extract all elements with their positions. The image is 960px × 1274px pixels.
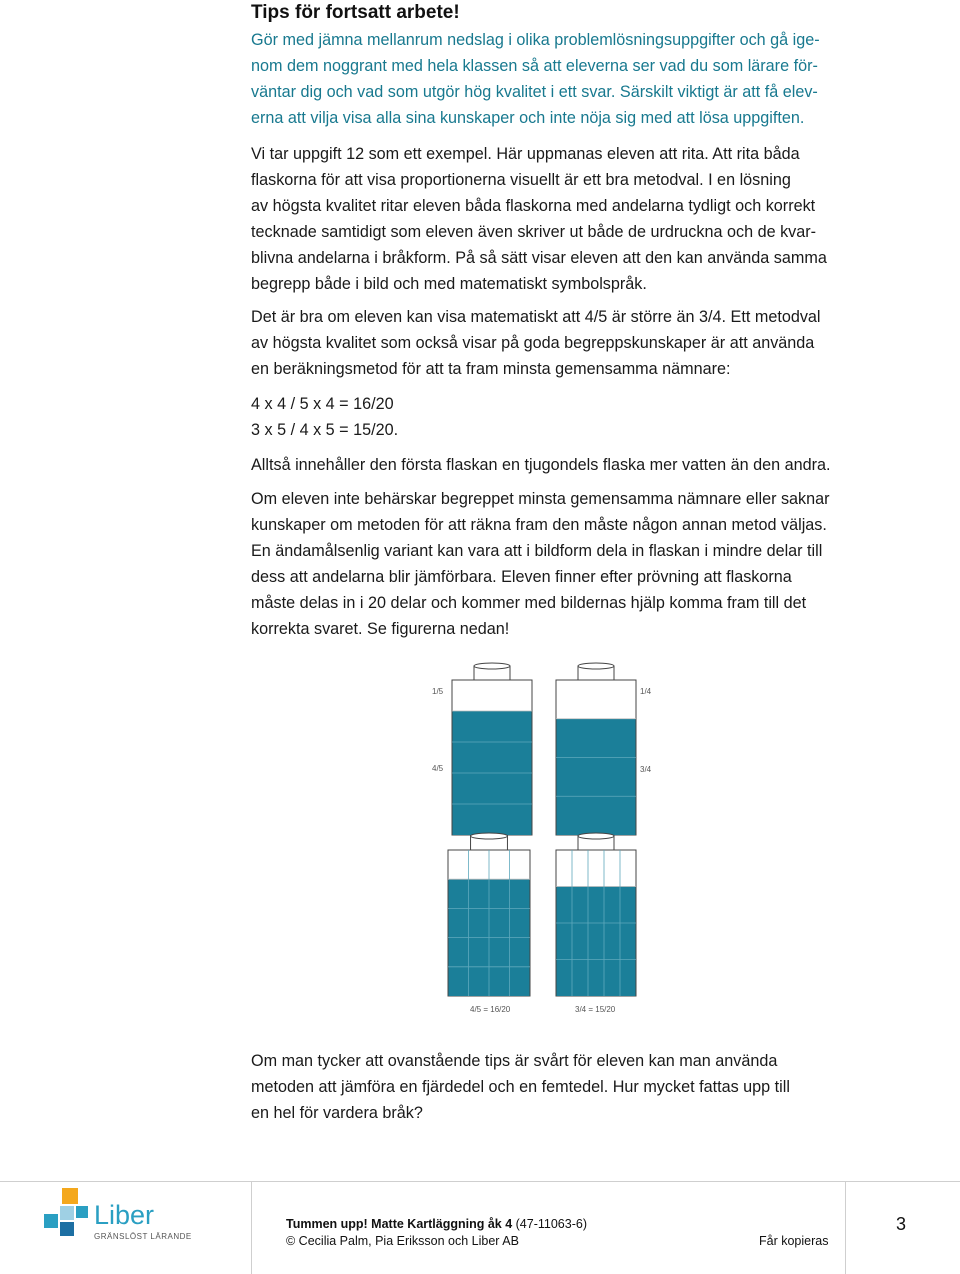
liber-logo-icon bbox=[44, 1188, 94, 1244]
caption-15-20: 3/4 = 15/20 bbox=[575, 1005, 616, 1014]
label-three-quarters: 3/4 bbox=[640, 765, 652, 774]
alternative-line: måste delas in i 20 delar och kommer med bildernas hjälp komma fram till det bbox=[251, 594, 807, 612]
example-line: av högsta kvalitet ritar eleven båda flaskorna med andelarna tydligt och korrekt bbox=[251, 197, 816, 215]
compare-paragraph bbox=[251, 304, 821, 382]
bottle-top-left-cap bbox=[474, 663, 510, 669]
example-paragraph bbox=[251, 141, 827, 297]
footer-divider bbox=[0, 1181, 960, 1182]
intro-line: väntar dig och vad som utgör hög kvalitet i ett svar. Särskilt viktigt är att få elev- bbox=[251, 83, 818, 101]
example-line: flaskorna för att visa proportionerna visuellt är ett bra metodval. I en lösning bbox=[251, 171, 791, 189]
closing-line: Om man tycker att ovanstående tips är svårt för eleven kan man använda bbox=[251, 1052, 778, 1070]
alternative-line: En ändamålsenlig variant kan vara att i bildform dela in flaskan i mindre delar till bbox=[251, 542, 823, 560]
equation-line: 4 x 4 / 5 x 4 = 16/20 bbox=[251, 395, 394, 413]
bottle-top-right-cap bbox=[578, 663, 614, 669]
closing-line: metoden att jämföra en fjärdedel och en femtedel. Hur mycket fattas upp till bbox=[251, 1078, 790, 1096]
closing-line: en hel för vardera bråk? bbox=[251, 1104, 423, 1122]
bottle-figures bbox=[420, 660, 650, 1020]
bottle-bottom-right-water bbox=[557, 887, 636, 997]
bottle-drawing bbox=[420, 660, 650, 1020]
compare-line: en beräkningsmetod för att ta fram minsta gemensamma nämnare: bbox=[251, 360, 731, 378]
footer-copyable: Får kopieras bbox=[759, 1234, 829, 1248]
compare-line: Det är bra om eleven kan visa matematiskt att 4/5 är större än 3/4. Ett metodval bbox=[251, 308, 821, 326]
footer-separator bbox=[251, 1181, 252, 1274]
logo-subtitle: GRÄNSLÖST LÄRANDE bbox=[94, 1232, 192, 1241]
label-four-fifths: 4/5 bbox=[432, 764, 444, 773]
example-line: begrepp både i bild och med matematiskt symbolspråk. bbox=[251, 275, 647, 293]
closing-paragraph bbox=[251, 1048, 790, 1126]
intro-line: Gör med jämna mellanrum nedslag i olika problemlösningsuppgifter och gå ige- bbox=[251, 31, 820, 49]
label-one-quarter: 1/4 bbox=[640, 687, 652, 696]
alternative-line: Om eleven inte behärskar begreppet minsta gemensamma nämnare eller saknar bbox=[251, 490, 830, 508]
compare-line: av högsta kvalitet som också visar på goda begreppskunskaper är att använda bbox=[251, 334, 815, 352]
alternative-line: korrekta svaret. Se figurerna nedan! bbox=[251, 620, 510, 638]
footer-separator bbox=[845, 1181, 846, 1274]
caption-16-20: 4/5 = 16/20 bbox=[470, 1005, 511, 1014]
intro-paragraph bbox=[251, 27, 820, 131]
footer-copyright: © Cecilia Palm, Pia Eriksson och Liber AB bbox=[286, 1234, 519, 1248]
equations bbox=[251, 391, 398, 443]
bottle-top-right-water bbox=[557, 719, 636, 835]
equation-line: 3 x 5 / 4 x 5 = 15/20. bbox=[251, 421, 399, 439]
conclusion-line: Alltså innehåller den första flaskan en tjugondels flaska mer vatten än den andra. bbox=[251, 456, 831, 474]
bottle-bottom-left-cap bbox=[471, 833, 508, 839]
footer-title-code: (47-11063-6) bbox=[512, 1217, 587, 1231]
page-number: 3 bbox=[896, 1214, 907, 1234]
example-line: Vi tar uppgift 12 som ett exempel. Här uppmanas eleven att rita. Att rita båda bbox=[251, 145, 800, 163]
example-line: blivna andelarna i bråkform. På så sätt visar eleven att den kan använda samma bbox=[251, 249, 827, 267]
footer-title bbox=[286, 1217, 587, 1231]
intro-line: nom dem noggrant med hela klassen så att eleverna ser vad du som lärare för- bbox=[251, 57, 818, 75]
logo-text: Liber bbox=[94, 1200, 155, 1230]
conclusion-paragraph bbox=[251, 452, 831, 478]
bottle-bottom-right-cap bbox=[578, 833, 614, 839]
alternative-line: kunskaper om metoden för att räkna fram den måste någon annan metod väljas. bbox=[251, 516, 827, 534]
label-one-fifth: 1/5 bbox=[432, 687, 444, 696]
footer-title-bold: Tummen upp! Matte Kartläggning åk 4 bbox=[286, 1217, 513, 1231]
example-line: tecknade samtidigt som eleven även skriver ut både de urdruckna och de kvar- bbox=[251, 223, 817, 241]
alternative-paragraph bbox=[251, 486, 830, 642]
alternative-line: dess att andelarna blir jämförbara. Eleven finner efter prövning att flaskorna bbox=[251, 568, 792, 586]
intro-line: erna att vilja visa alla sina kunskaper och inte nöja sig med att lösa uppgiften. bbox=[251, 109, 805, 127]
page-heading: Tips för fortsatt arbete! bbox=[251, 2, 460, 23]
